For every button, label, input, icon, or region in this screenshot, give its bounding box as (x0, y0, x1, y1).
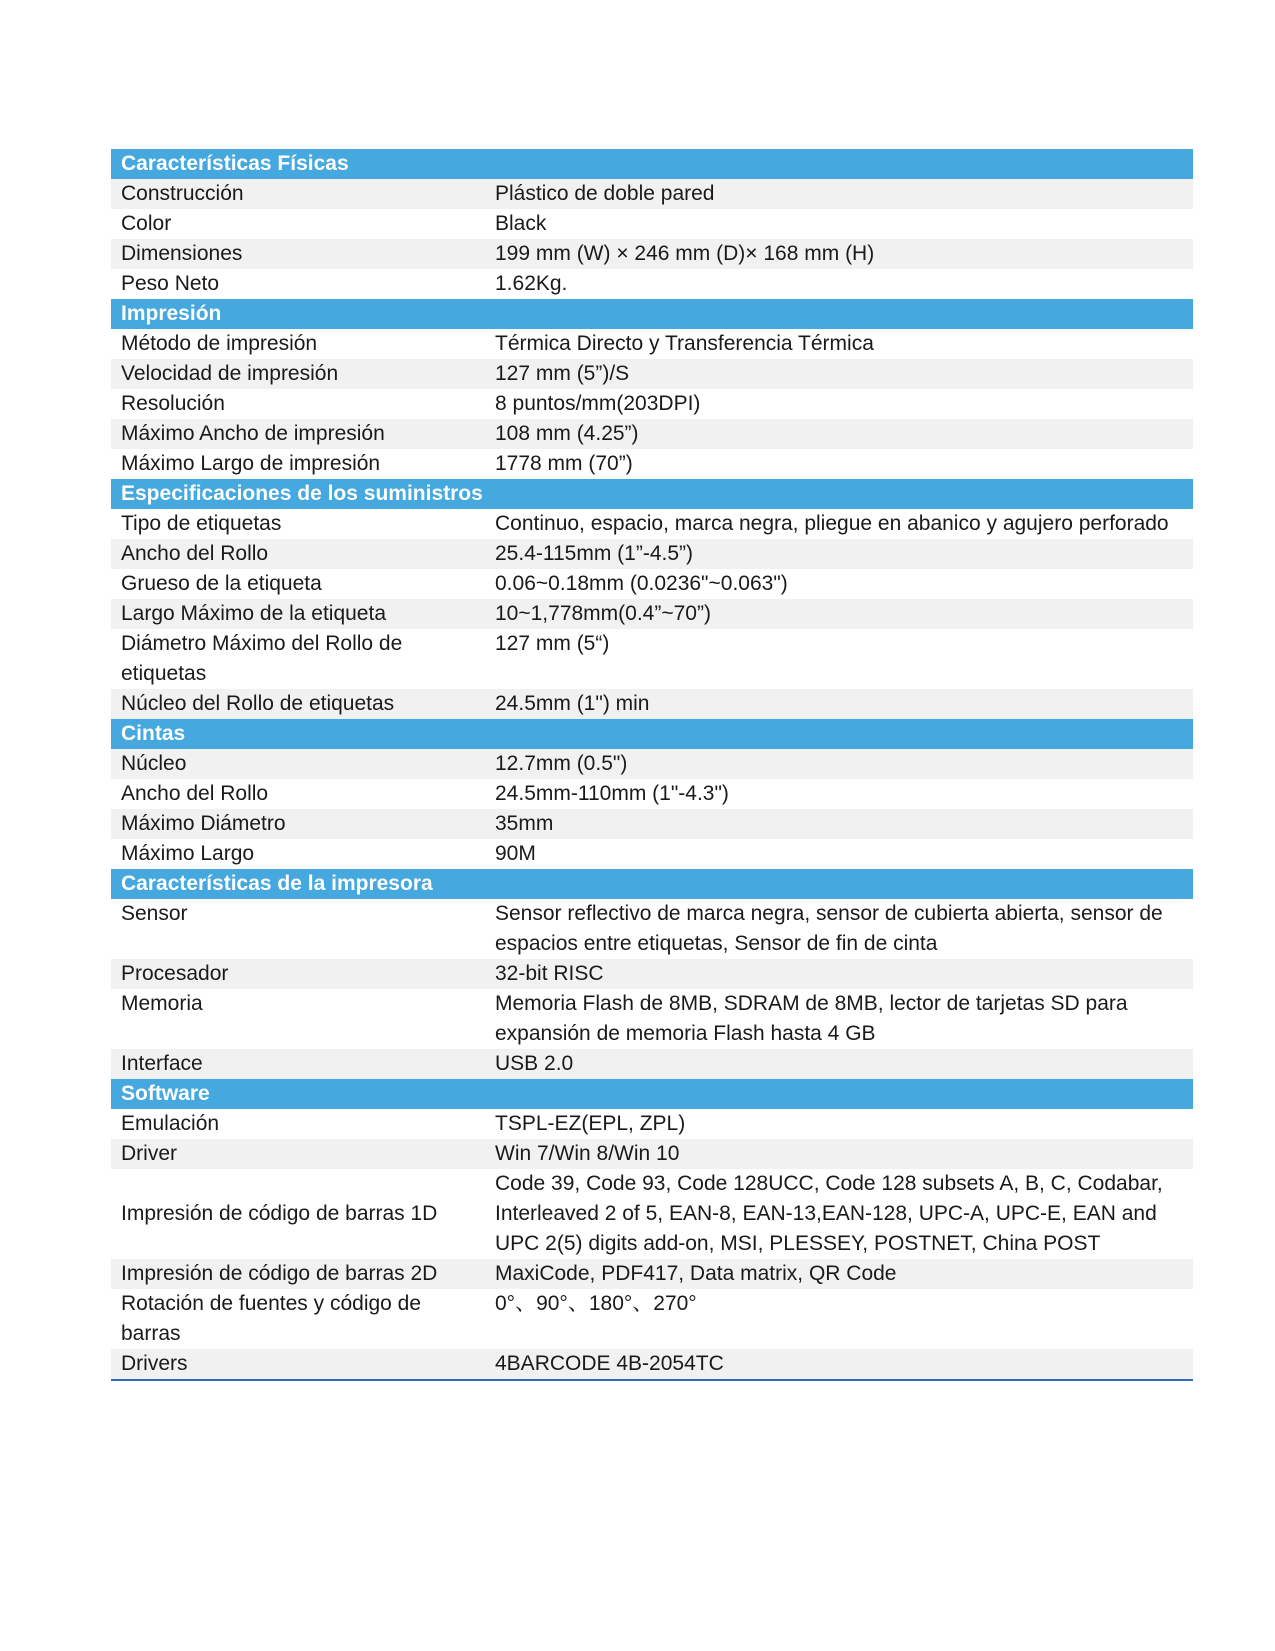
table-row (111, 239, 1193, 269)
section-header-cintas (111, 719, 1193, 749)
table-row (111, 419, 1193, 449)
spec-label: Largo Máximo de la etiqueta (111, 599, 485, 629)
spec-label: Drivers (111, 1349, 485, 1380)
spec-label: Impresión de código de barras 2D (111, 1259, 485, 1289)
spec-value: 24.5mm-110mm (1"-4.3") (495, 782, 729, 805)
spec-value: MaxiCode, PDF417, Data matrix, QR Code (485, 1259, 1193, 1289)
spec-value: Continuo, espacio, marca negra, pliegue en abanico y agujero perforado (495, 512, 1169, 535)
table-row (111, 779, 1193, 809)
table-row (111, 989, 1193, 1049)
spec-label: Velocidad de impresión (111, 359, 485, 389)
spec-label: Método de impresión (121, 332, 318, 355)
spec-value: 127 mm (5”)/S (485, 359, 1193, 389)
section-title: Especificaciones de los suministros (111, 479, 1193, 509)
spec-value: 90M (495, 842, 536, 865)
table-row (111, 1049, 1193, 1079)
table-row (111, 1169, 1193, 1259)
section-title: Características Físicas (111, 149, 1193, 179)
spec-value: 108 mm (4.25”) (485, 419, 1193, 449)
spec-label: Peso Neto (121, 272, 220, 295)
table-row (111, 599, 1193, 629)
spec-value: 127 mm (5“) (495, 632, 610, 655)
table-row (111, 449, 1193, 479)
section-header-impresora (111, 869, 1193, 899)
spec-label: Ancho del Rollo (111, 539, 485, 569)
spec-label: Grueso de la etiqueta (121, 572, 322, 595)
section-header-fisicas (111, 149, 1193, 179)
spec-label: Núcleo del Rollo de etiquetas (111, 689, 485, 719)
spec-label: Rotación de fuentes y código de barras (121, 1292, 422, 1345)
spec-label: Ancho del Rollo (121, 782, 269, 805)
spec-value: 0.06~0.18mm (0.0236"~0.063") (495, 572, 788, 595)
table-row (111, 269, 1193, 299)
spec-value: Win 7/Win 8/Win 10 (485, 1139, 1193, 1169)
section-header-suministros (111, 479, 1193, 509)
table-row (111, 749, 1193, 779)
table-row (111, 1139, 1193, 1169)
table-row (111, 1109, 1193, 1139)
section-header-software (111, 1079, 1193, 1109)
spec-label: Procesador (111, 959, 485, 989)
table-row (111, 1289, 1193, 1349)
table-row (111, 839, 1193, 869)
table-row (111, 389, 1193, 419)
spec-value: Black (495, 212, 547, 235)
table-row (111, 539, 1193, 569)
spec-label: Dimensiones (111, 239, 485, 269)
spec-label: Máximo Largo (121, 842, 255, 865)
table-row (111, 179, 1193, 209)
spec-value: 12.7mm (0.5") (485, 749, 1193, 779)
spec-value: 24.5mm (1") min (485, 689, 1193, 719)
spec-value: Code 39, Code 93, Code 128UCC, Code 128 subsets A, B, C, Codabar, Interleaved 2 of 5, EAN-8, EAN-13,EAN-128, UPC-A, UPC-E, EAN and UPC 2(5) digits add-on, MSI, PLESSEY, POSTNET, China POST (495, 1172, 1163, 1255)
spec-label: Emulación (121, 1112, 220, 1135)
spec-value: USB 2.0 (485, 1049, 1193, 1079)
spec-label: Diámetro Máximo del Rollo de etiquetas (121, 632, 403, 685)
spec-value: 8 puntos/mm(203DPI) (495, 392, 701, 415)
spec-label: Núcleo (111, 749, 485, 779)
spec-label: Interface (111, 1049, 485, 1079)
table-row (111, 809, 1193, 839)
table-row (111, 689, 1193, 719)
table-row (111, 629, 1193, 689)
spec-value: 32-bit RISC (485, 959, 1193, 989)
table-row (111, 329, 1193, 359)
spec-label: Impresión de código de barras 1D (121, 1202, 438, 1225)
spec-label: Driver (111, 1139, 485, 1169)
spec-value: 0°、90°、180°、270° (495, 1292, 697, 1315)
table-row (111, 899, 1193, 959)
table-row (111, 509, 1193, 539)
section-title: Impresión (111, 299, 1193, 329)
table-row (111, 569, 1193, 599)
spec-label: Tipo de etiquetas (121, 512, 282, 535)
spec-value: 4BARCODE 4B-2054TC (485, 1349, 1193, 1380)
spec-label: Máximo Ancho de impresión (111, 419, 485, 449)
spec-label: Construcción (111, 179, 485, 209)
table-row (111, 1349, 1193, 1380)
spec-value: 25.4-115mm (1”-4.5”) (485, 539, 1193, 569)
spec-value: 35mm (485, 809, 1193, 839)
spec-value: 1.62Kg. (495, 272, 568, 295)
table-row (111, 359, 1193, 389)
spec-value: 10~1,778mm(0.4”~70”) (485, 599, 1193, 629)
spec-label: Máximo Diámetro (111, 809, 485, 839)
section-title: Características de la impresora (111, 869, 1193, 899)
section-header-impresion (111, 299, 1193, 329)
spec-label: Resolución (121, 392, 225, 415)
spec-value: TSPL-EZ(EPL, ZPL) (495, 1112, 686, 1135)
spec-value: 199 mm (W) × 246 mm (D)× 168 mm (H) (485, 239, 1193, 269)
spec-value: Memoria Flash de 8MB, SDRAM de 8MB, lector de tarjetas SD para expansión de memoria Flash hasta 4 GB (495, 992, 1128, 1045)
table-row (111, 209, 1193, 239)
table-row (111, 1259, 1193, 1289)
spec-label: Máximo Largo de impresión (121, 452, 381, 475)
spec-value: Plástico de doble pared (485, 179, 1193, 209)
section-title: Software (111, 1079, 1193, 1109)
spec-table (111, 149, 1193, 1381)
spec-value: Térmica Directo y Transferencia Térmica (495, 332, 874, 355)
spec-label: Sensor (121, 902, 188, 925)
spec-value: Sensor reflectivo de marca negra, sensor de cubierta abierta, sensor de espacios entre etiquetas, Sensor de fin de cinta (495, 902, 1163, 955)
section-title: Cintas (111, 719, 1193, 749)
spec-label: Color (121, 212, 172, 235)
spec-value: 1778 mm (70”) (495, 452, 633, 475)
table-row (111, 959, 1193, 989)
spec-label: Memoria (121, 992, 203, 1015)
